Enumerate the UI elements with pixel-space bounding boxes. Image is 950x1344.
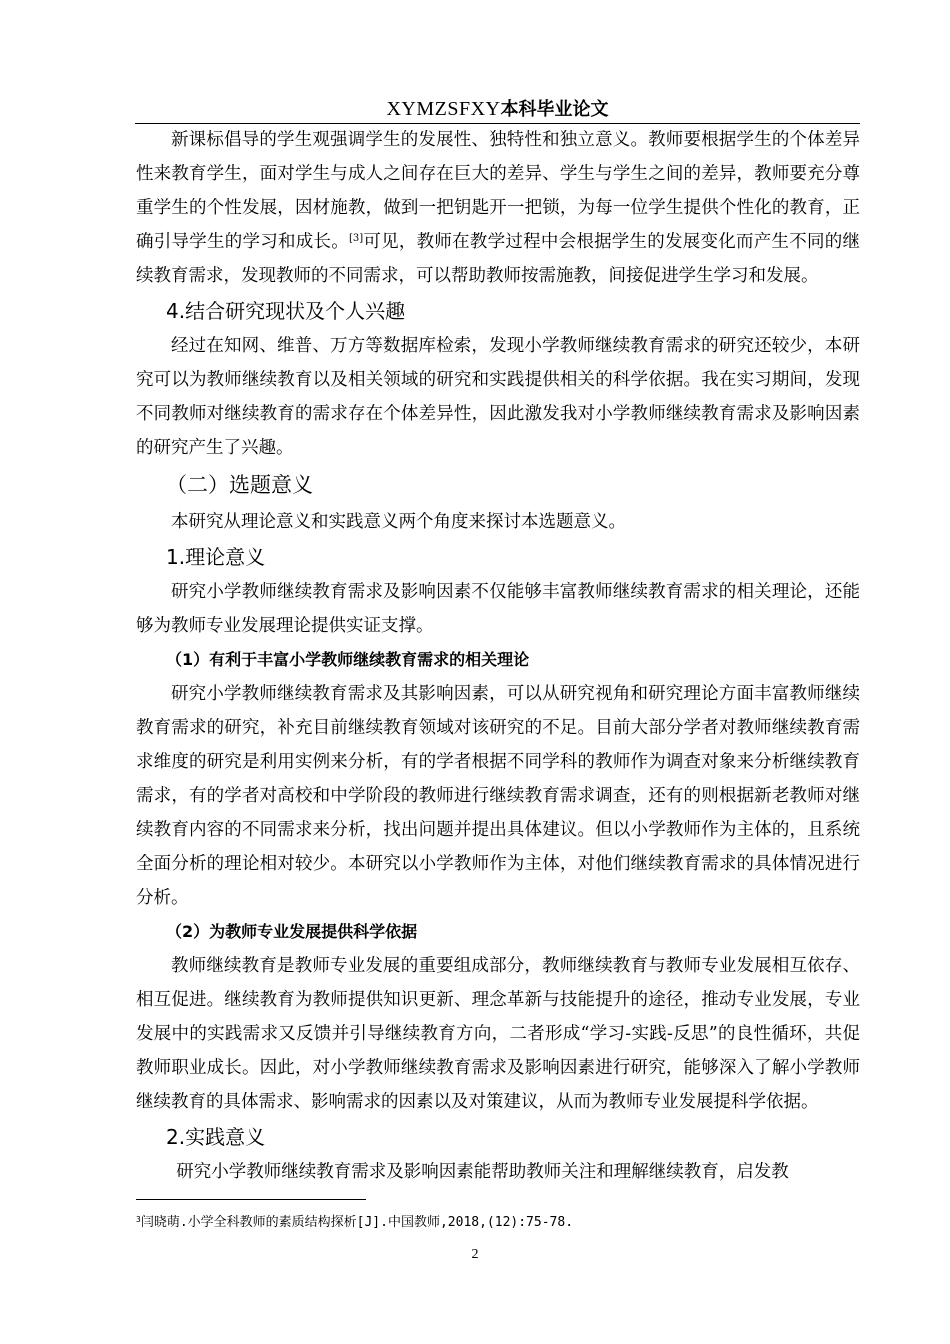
header-title: 本科毕业论文: [500, 99, 609, 120]
header-code: XYMZSFXY: [386, 98, 501, 120]
document-body: [136, 123, 860, 1189]
paragraph-student-view: 新课标倡导的学生观强调学生的发展性、独特性和独立意义。教师要根据学生的个体差异性来教育学生，面对学生与成人之间存在巨大的差异、学生与学生之间的差异，教师要充分尊重学生的个性发展，因材施教，做到一把钥匙开一把锁，为每一位学生提供个性化的教育，正确引导学生的学习和成长。[3]可见，教师在教学过程中会根据学生的发展变化而产生不同的继续教育需求，发现教师的不同需求，可以帮助教师按需施教，间接促进学生学习和发展。: [136, 130, 861, 286]
paragraph-practical: 研究小学教师继续教育需求及影响因素能帮助教师关注和理解继续教育，启发教: [176, 1162, 789, 1182]
paragraph-significance-intro: 本研究从理论意义和实践意义两个角度来探讨本选题意义。: [171, 512, 626, 532]
heading-topic-significance: （二）选题意义: [166, 473, 313, 497]
heading-practical-significance: 2.实践意义: [166, 1125, 266, 1149]
paragraph-professional-development: 教师继续教育是教师专业发展的重要组成部分，教师继续教育与教师专业发展相互依存、相互促进。继续教育为教师提供知识更新、理念革新与技能提升的途径，推动专业发展，专业发展中的实践需求又反馈并引导继续教育方向，二者形成“学习-实践-反思”的良性循环，共促教师职业成长。因此，对小学教师继续教育需求及影响因素进行研究，能够深入了解小学教师继续教育的具体需求、影响需求的因素以及对策建议，从而为教师专业发展提科学依据。: [136, 956, 860, 1112]
page-header: [135, 95, 860, 124]
heading-research-status: 4.结合研究现状及个人兴趣: [166, 299, 406, 323]
footnote: [136, 1211, 573, 1230]
footnote-mark: 3: [136, 1215, 141, 1224]
page-number: 2: [471, 1247, 479, 1262]
paragraph-theoretical: 研究小学教师继续教育需求及影响因素不仅能够丰富教师继续教育需求的相关理论，还能够为教师专业发展理论提供实证支撑。: [136, 582, 860, 636]
paragraph-research-status: 经过在知网、维普、万方等数据库检索，发现小学教师继续教育需求的研究还较少，本研究可以为教师继续教育以及相关领域的研究和实践提供相关的科学依据。我在实习期间，发现不同教师对继续教育的需求存在个体差异性，因此激发我对小学教师继续教育需求及影响因素的研究产生了兴趣。: [136, 336, 860, 458]
footnote-separator: [136, 1199, 366, 1200]
heading-theoretical-significance: 1.理论意义: [166, 545, 266, 569]
subheading-enrich-theory: （1）有利于丰富小学教师继续教育需求的相关理论: [166, 650, 530, 669]
citation-ref: [3]: [348, 233, 364, 244]
paragraph-enrich-theory: 研究小学教师继续教育需求及其影响因素，可以从研究视角和研究理论方面丰富教师继续教育需求的研究，补充目前继续教育领域对该研究的不足。目前大部分学者对教师继续教育需求维度的研究是利用实例来分析，有的学者根据不同学科的教师作为调查对象来分析继续教育需求，有的学者对高校和中学阶段的教师进行继续教育需求调查，还有的则根据新老教师对继续教育内容的不同需求来分析，找出问题并提出具体建议。但以小学教师作为主体的，且系统全面分析的理论相对较少。本研究以小学教师作为主体，对他们继续教育需求的具体情况进行分析。: [136, 684, 860, 908]
subheading-professional-development: （2）为教师专业发展提供科学依据: [166, 922, 418, 941]
footnote-text: 闫晓萌.小学全科教师的素质结构探析[J].中国教师,2018,(12):75-78.: [140, 1215, 574, 1230]
